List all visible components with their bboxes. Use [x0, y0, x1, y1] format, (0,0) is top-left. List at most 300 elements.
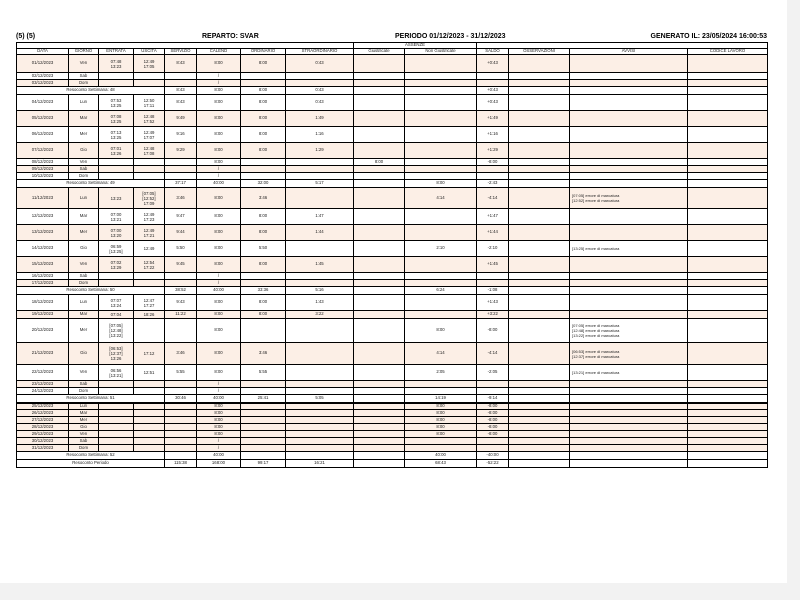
codice-lavoro-cell: [688, 257, 768, 273]
giustificate-cell: [354, 273, 405, 280]
ordinario-cell: 5:50: [241, 241, 286, 257]
week-summary-row: [17, 287, 768, 295]
summary-straordinario: 5:17: [286, 180, 354, 188]
entrata-cell-line: 07:00: [110, 211, 122, 217]
ordinario-cell: [241, 431, 286, 438]
codice-lavoro-cell: [688, 55, 768, 73]
calend-cell: 8:00: [197, 431, 241, 438]
calend-cell: 8:00: [197, 417, 241, 424]
servizio-cell: [165, 431, 197, 438]
entrata-cell-line: 13:23: [110, 195, 122, 201]
servizio-cell: 9:47: [165, 209, 197, 225]
uscita-cell: [134, 319, 165, 343]
summary-calend: 40:00: [197, 180, 241, 188]
summary-codice-lavoro: [688, 180, 768, 188]
osservazioni-cell: [509, 257, 570, 273]
codice-lavoro-cell: [688, 166, 768, 173]
entrata-cell: [99, 95, 134, 111]
uscita-cell: [134, 403, 165, 410]
entrata-cell-line: [13:21]: [109, 372, 123, 378]
osservazioni-cell: [509, 241, 570, 257]
non-giustificate-cell: [405, 445, 477, 452]
non-giustificate-cell: 8:00: [405, 410, 477, 417]
uscita-cell: [134, 111, 165, 127]
non-giustificate-cell: [405, 143, 477, 159]
uscita-cell-line: 17:08: [143, 150, 155, 156]
straordinario-cell: [286, 381, 354, 388]
weekday-cell: Ven: [69, 431, 99, 438]
saldo-cell: -8:00: [477, 424, 509, 431]
week-summary-row: [17, 87, 768, 95]
uscita-cell-line: 12:50: [143, 97, 155, 103]
giustificate-cell: [354, 365, 405, 381]
uscita-cell: [134, 143, 165, 159]
codice-lavoro-cell: [688, 431, 768, 438]
osservazioni-cell: [509, 445, 570, 452]
avvisi-cell-line: [12:48] errore di marcatura: [572, 328, 620, 333]
uscita-cell-line: 12:49: [143, 58, 155, 64]
servizio-cell: [165, 73, 197, 80]
summary-saldo: -40:00: [477, 452, 509, 460]
calend-cell: 8:00: [197, 403, 241, 410]
summary-osservazioni: [509, 287, 570, 295]
saldo-cell: [477, 445, 509, 452]
date-cell: 14/12/2023: [17, 241, 69, 257]
date-cell: 07/12/2023: [17, 143, 69, 159]
ordinario-cell: [241, 438, 286, 445]
straordinario-cell: [286, 73, 354, 80]
entrata-cell-line: 07:07: [110, 297, 122, 303]
servizio-cell: 9:29: [165, 143, 197, 159]
straordinario-cell: 1:29: [286, 143, 354, 159]
weekday-cell: Dom: [69, 280, 99, 287]
servizio-cell: [165, 280, 197, 287]
entrata-cell: [99, 241, 134, 257]
osservazioni-cell: [509, 127, 570, 143]
uscita-cell: [134, 273, 165, 280]
osservazioni-cell: [509, 111, 570, 127]
day-row: [17, 295, 768, 311]
ordinario-cell: 8:00: [241, 143, 286, 159]
day-row: [17, 111, 768, 127]
entrata-cell: [99, 445, 134, 452]
entrata-cell: [99, 343, 134, 365]
entrata-cell-line: 07:48: [110, 58, 122, 64]
report-header: [16, 32, 767, 42]
uscita-cell-line: 17:07: [143, 134, 155, 140]
uscita-cell-line: 17:05: [143, 63, 155, 69]
avvisi-cell-line: [06:53] errore di marcatura: [572, 348, 620, 354]
uscita-cell: [134, 424, 165, 431]
day-row: [17, 173, 768, 180]
ordinario-cell: [241, 280, 286, 287]
avvisi-cell: [570, 311, 688, 319]
codice-lavoro-cell: [688, 388, 768, 395]
uscita-cell-line: 12:49: [143, 246, 155, 251]
calend-cell: 8:00: [197, 410, 241, 417]
non-giustificate-cell: 8:00: [405, 431, 477, 438]
date-cell: 25/12/2023: [17, 403, 69, 410]
calend-cell: /: [197, 280, 241, 287]
servizio-cell: 3:46: [165, 343, 197, 365]
entrata-cell-line: 13:21: [110, 216, 122, 222]
summary-non-giustificate: [405, 87, 477, 95]
avvisi-cell: [570, 381, 688, 388]
ordinario-cell: 8:00: [241, 209, 286, 225]
day-row: [17, 424, 768, 431]
week-summary-row: [17, 395, 768, 403]
date-cell: 19/12/2023: [17, 311, 69, 319]
summary-calend: 8:00: [197, 87, 241, 95]
summary-ordinario: 99:17: [241, 460, 286, 468]
uscita-cell: [134, 365, 165, 381]
summary-label: Resoconto Periodo: [17, 460, 165, 468]
giustificate-cell: [354, 257, 405, 273]
uscita-cell-line: 17:21: [143, 232, 155, 238]
ordinario-cell: 8:00: [241, 111, 286, 127]
codice-lavoro-cell: [688, 273, 768, 280]
summary-non-giustificate: 14:19: [405, 395, 477, 403]
avvisi-cell: [570, 438, 688, 445]
servizio-cell: 9:45: [165, 257, 197, 273]
day-row: [17, 445, 768, 452]
summary-label: Resoconto Settimana: 48: [17, 87, 165, 95]
entrata-cell: [99, 417, 134, 424]
avvisi-cell-line: [13:21] errore di marcatura: [572, 370, 620, 375]
saldo-cell: [477, 173, 509, 180]
weekday-cell: Mer: [69, 417, 99, 424]
servizio-cell: 9:16: [165, 127, 197, 143]
day-row: [17, 257, 768, 273]
entrata-cell-line: 13:25: [110, 102, 122, 108]
straordinario-cell: [286, 319, 354, 343]
non-giustificate-cell: [405, 388, 477, 395]
avvisi-cell: [570, 257, 688, 273]
servizio-cell: 5:55: [165, 365, 197, 381]
summary-osservazioni: [509, 87, 570, 95]
codice-lavoro-cell: [688, 295, 768, 311]
uscita-cell: [134, 295, 165, 311]
uscita-cell-line: 12:54: [143, 259, 155, 265]
summary-calend: 40:00: [197, 287, 241, 295]
saldo-cell: -2:10: [477, 241, 509, 257]
uscita-cell: [134, 225, 165, 241]
avvisi-cell-line: [12:37] errore di marcatura: [572, 353, 620, 359]
saldo-cell: +0:43: [477, 95, 509, 111]
calend-cell: 8:00: [197, 127, 241, 143]
day-row: [17, 241, 768, 257]
entrata-cell: [99, 166, 134, 173]
summary-saldo: -2:43: [477, 180, 509, 188]
summary-avvisi: [570, 87, 688, 95]
entrata-cell-line: 13:29: [110, 264, 122, 270]
entrata-cell: [99, 80, 134, 87]
saldo-cell: -8:00: [477, 431, 509, 438]
uscita-cell: [134, 55, 165, 73]
osservazioni-cell: [509, 343, 570, 365]
servizio-cell: [165, 173, 197, 180]
summary-giustificate: [354, 460, 405, 468]
calend-cell: 8:00: [197, 143, 241, 159]
entrata-cell: [99, 410, 134, 417]
entrata-cell-line: 07:00: [110, 227, 122, 233]
calend-cell: 8:00: [197, 424, 241, 431]
date-cell: 20/12/2023: [17, 319, 69, 343]
column-header-servizio: SERVIZIO: [165, 49, 197, 55]
entrata-cell-line: 13:24: [110, 302, 122, 308]
osservazioni-cell: [509, 159, 570, 166]
calend-cell: /: [197, 173, 241, 180]
servizio-cell: 3:46: [165, 188, 197, 209]
weekday-cell: Mar: [69, 209, 99, 225]
ordinario-cell: 8:00: [241, 257, 286, 273]
date-cell: 17/12/2023: [17, 280, 69, 287]
straordinario-cell: [286, 166, 354, 173]
summary-non-giustificate: 40:00: [405, 452, 477, 460]
day-row: [17, 73, 768, 80]
summary-giustificate: [354, 452, 405, 460]
entrata-cell: [99, 188, 134, 209]
calend-cell: /: [197, 388, 241, 395]
uscita-cell: [134, 80, 165, 87]
uscita-cell: [134, 431, 165, 438]
non-giustificate-cell: [405, 295, 477, 311]
saldo-cell: -4:14: [477, 188, 509, 209]
weekday-cell: Sab: [69, 438, 99, 445]
avvisi-cell: [570, 111, 688, 127]
calend-cell: 8:00: [197, 209, 241, 225]
column-header-codice-lavoro: CODICE LAVORO: [688, 49, 768, 55]
summary-avvisi: [570, 452, 688, 460]
avvisi-cell: [570, 424, 688, 431]
straordinario-cell: [286, 280, 354, 287]
date-cell: 31/12/2023: [17, 445, 69, 452]
uscita-cell-line: [12:52]: [142, 195, 156, 201]
weekday-cell: Dom: [69, 80, 99, 87]
giustificate-cell: [354, 80, 405, 87]
uscita-cell: [134, 241, 165, 257]
calend-cell: /: [197, 381, 241, 388]
entrata-cell: [99, 159, 134, 166]
day-row: [17, 95, 768, 111]
codice-lavoro-cell: [688, 381, 768, 388]
entrata-cell-line: 07:02: [110, 259, 122, 265]
osservazioni-cell: [509, 166, 570, 173]
straordinario-cell: [286, 410, 354, 417]
codice-lavoro-cell: [688, 159, 768, 166]
entrata-cell-line: 13:20: [110, 232, 122, 238]
summary-osservazioni: [509, 395, 570, 403]
osservazioni-cell: [509, 424, 570, 431]
saldo-cell: +1:29: [477, 143, 509, 159]
uscita-cell: [134, 209, 165, 225]
weekday-cell: Sab: [69, 73, 99, 80]
department-label: REPARTO: SVAR: [202, 33, 259, 40]
avvisi-cell: [570, 73, 688, 80]
summary-avvisi: [570, 395, 688, 403]
day-row: [17, 343, 768, 365]
summary-giustificate: [354, 180, 405, 188]
date-cell: 12/12/2023: [17, 209, 69, 225]
non-giustificate-cell: [405, 225, 477, 241]
saldo-cell: [477, 166, 509, 173]
avvisi-cell-line: [12:52] errore di marcatura: [572, 198, 620, 203]
codice-lavoro-cell: [688, 241, 768, 257]
avvisi-cell: [570, 159, 688, 166]
calend-cell: 8:00: [197, 111, 241, 127]
date-cell: 03/12/2023: [17, 80, 69, 87]
uscita-cell: [134, 159, 165, 166]
straordinario-cell: [286, 424, 354, 431]
calend-cell: 8:00: [197, 55, 241, 73]
servizio-cell: [165, 438, 197, 445]
summary-servizio: 38:52: [165, 287, 197, 295]
osservazioni-cell: [509, 225, 570, 241]
entrata-cell: [99, 388, 134, 395]
entrata-cell: [99, 111, 134, 127]
avvisi-cell: [570, 225, 688, 241]
codice-lavoro-cell: [688, 365, 768, 381]
giustificate-cell: [354, 295, 405, 311]
servizio-cell: 9:44: [165, 225, 197, 241]
straordinario-cell: [286, 273, 354, 280]
giustificate-cell: 8:00: [354, 159, 405, 166]
summary-avvisi: [570, 287, 688, 295]
weekday-cell: Mar: [69, 111, 99, 127]
osservazioni-cell: [509, 295, 570, 311]
day-row: [17, 403, 768, 410]
avvisi-cell: [570, 280, 688, 287]
summary-giustificate: [354, 395, 405, 403]
servizio-cell: [165, 417, 197, 424]
osservazioni-cell: [509, 209, 570, 225]
column-header-calend: CALEND: [197, 49, 241, 55]
column-header-non-giustificate: Non Giustificate: [405, 49, 477, 55]
summary-codice-lavoro: [688, 87, 768, 95]
summary-non-giustificate: 8:00: [405, 180, 477, 188]
saldo-cell: -4:14: [477, 343, 509, 365]
entrata-cell: [99, 209, 134, 225]
entrata-cell: [99, 424, 134, 431]
osservazioni-cell: [509, 410, 570, 417]
weekday-cell: Gio: [69, 424, 99, 431]
week-summary-row: [17, 180, 768, 188]
uscita-cell-line: 17:12: [143, 351, 155, 356]
uscita-cell-line: 12:49: [143, 211, 155, 217]
straordinario-cell: 1:49: [286, 111, 354, 127]
saldo-cell: -8:00: [477, 403, 509, 410]
entrata-cell-line: [12:48]: [109, 328, 123, 333]
avvisi-cell: [570, 95, 688, 111]
calend-cell: 8:00: [197, 225, 241, 241]
non-giustificate-cell: [405, 159, 477, 166]
uscita-cell: [134, 127, 165, 143]
calend-cell: 8:00: [197, 343, 241, 365]
date-cell: 06/12/2023: [17, 127, 69, 143]
entrata-cell: [99, 257, 134, 273]
avvisi-cell: [570, 343, 688, 365]
codice-lavoro-cell: [688, 127, 768, 143]
summary-servizio: 37:17: [165, 180, 197, 188]
straordinario-cell: 3:22: [286, 311, 354, 319]
giustificate-cell: [354, 343, 405, 365]
column-header-giustificate: Giustificate: [354, 49, 405, 55]
avvisi-cell: [570, 166, 688, 173]
straordinario-cell: [286, 188, 354, 209]
giustificate-cell: [354, 280, 405, 287]
weekday-cell: Ven: [69, 159, 99, 166]
ordinario-cell: 8:00: [241, 95, 286, 111]
calend-cell: /: [197, 445, 241, 452]
straordinario-cell: [286, 365, 354, 381]
giustificate-cell: [354, 424, 405, 431]
avvisi-cell: [570, 241, 688, 257]
summary-avvisi: [570, 180, 688, 188]
entrata-cell-line: [06:53]: [109, 346, 123, 351]
codice-lavoro-cell: [688, 319, 768, 343]
uscita-cell: [134, 188, 165, 209]
servizio-cell: [165, 403, 197, 410]
summary-servizio: 30:46: [165, 395, 197, 403]
avvisi-cell: [570, 209, 688, 225]
calend-cell: 8:00: [197, 188, 241, 209]
uscita-cell-line: 17:23: [143, 216, 155, 222]
entrata-cell: [99, 55, 134, 73]
avvisi-cell: [570, 417, 688, 424]
entrata-cell-line: 13:25: [110, 134, 122, 140]
uscita-cell: [134, 311, 165, 319]
weekday-cell: Lun: [69, 403, 99, 410]
straordinario-cell: 0:43: [286, 95, 354, 111]
weekday-cell: Gio: [69, 143, 99, 159]
servizio-cell: [165, 273, 197, 280]
summary-calend: 40:00: [197, 452, 241, 460]
uscita-cell: [134, 410, 165, 417]
day-row: [17, 188, 768, 209]
giustificate-cell: [354, 438, 405, 445]
calend-cell: /: [197, 438, 241, 445]
codice-lavoro-cell: [688, 438, 768, 445]
day-row: [17, 209, 768, 225]
date-cell: 23/12/2023: [17, 381, 69, 388]
day-row: [17, 159, 768, 166]
giustificate-cell: [354, 311, 405, 319]
osservazioni-cell: [509, 438, 570, 445]
summary-ordinario: 8:00: [241, 87, 286, 95]
ordinario-cell: [241, 417, 286, 424]
straordinario-cell: [286, 431, 354, 438]
summary-label: Resoconto Settimana: 52: [17, 452, 165, 460]
weekday-cell: Dom: [69, 388, 99, 395]
summary-codice-lavoro: [688, 460, 768, 468]
ordinario-cell: 8:00: [241, 55, 286, 73]
summary-saldo: +0:43: [477, 87, 509, 95]
codice-lavoro-cell: [688, 111, 768, 127]
avvisi-cell: [570, 273, 688, 280]
ordinario-cell: [241, 424, 286, 431]
date-cell: 29/12/2023: [17, 431, 69, 438]
ordinario-cell: [241, 80, 286, 87]
osservazioni-cell: [509, 381, 570, 388]
avvisi-cell: [570, 55, 688, 73]
calend-cell: 8:00: [197, 365, 241, 381]
straordinario-cell: [286, 388, 354, 395]
uscita-cell: [134, 95, 165, 111]
employee-id: (5) (5): [16, 33, 36, 40]
ordinario-cell: 8:00: [241, 311, 286, 319]
giustificate-cell: [354, 73, 405, 80]
osservazioni-cell: [509, 431, 570, 438]
